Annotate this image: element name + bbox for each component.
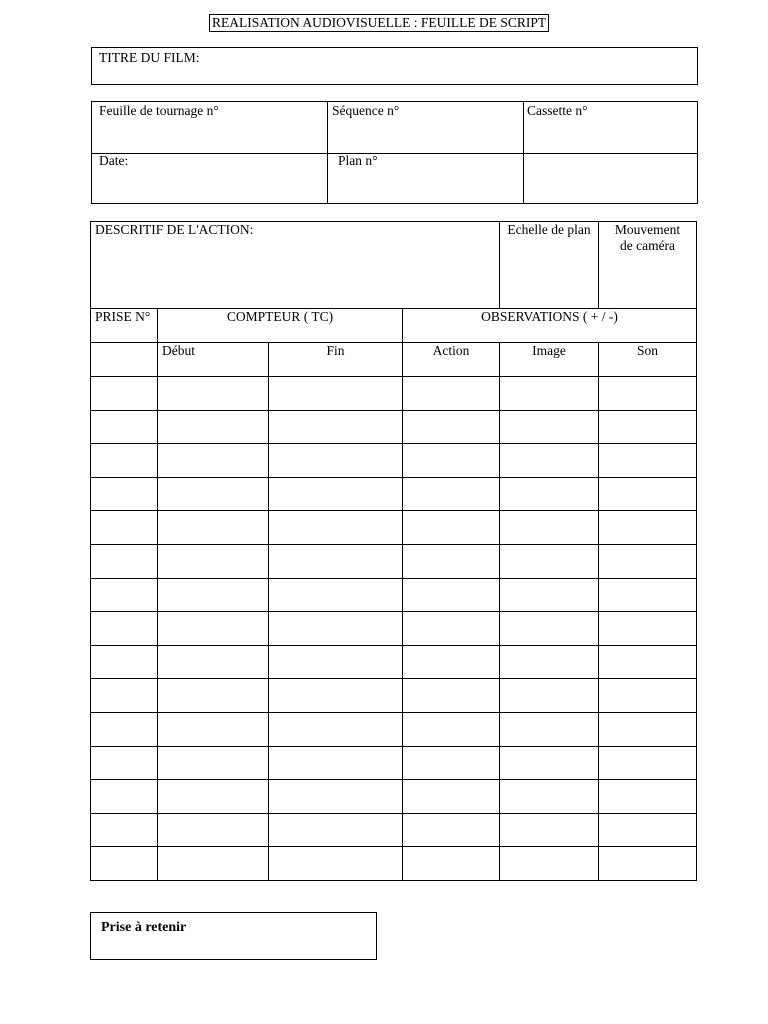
table-cell[interactable]: [91, 679, 158, 713]
image-label: Image: [532, 343, 566, 358]
table-cell[interactable]: [500, 645, 599, 679]
film-title-field[interactable]: [91, 47, 698, 85]
descriptif-cell[interactable]: [91, 222, 500, 309]
prise-header: [91, 309, 158, 343]
table-cell[interactable]: [599, 679, 697, 713]
table-cell[interactable]: [599, 377, 697, 411]
compteur-header: [158, 309, 403, 343]
table-row: [91, 377, 697, 411]
table-cell[interactable]: [91, 544, 158, 578]
cassette-label: Cassette n°: [527, 103, 588, 118]
table-cell[interactable]: [91, 511, 158, 545]
table-cell[interactable]: [599, 578, 697, 612]
table-cell[interactable]: [500, 377, 599, 411]
table-row: [91, 847, 697, 881]
table-cell[interactable]: [269, 410, 403, 444]
table-cell[interactable]: [500, 444, 599, 478]
observations-label: OBSERVATIONS ( + / -): [481, 309, 618, 324]
table-cell[interactable]: [403, 477, 500, 511]
table-cell[interactable]: [403, 679, 500, 713]
table-cell[interactable]: [500, 780, 599, 814]
descriptif-label: DESCRITIF DE L'ACTION:: [95, 222, 254, 237]
table-cell[interactable]: [269, 645, 403, 679]
header-grid: [91, 101, 698, 204]
table-cell[interactable]: [403, 578, 500, 612]
table-cell[interactable]: [158, 444, 269, 478]
table-row: [91, 780, 697, 814]
prise-a-retenir-box[interactable]: [90, 912, 377, 960]
table-cell[interactable]: [91, 444, 158, 478]
date-label: Date:: [99, 153, 129, 168]
table-row: [91, 679, 697, 713]
table-cell[interactable]: [500, 544, 599, 578]
table-cell[interactable]: [269, 679, 403, 713]
table-row: [91, 477, 697, 511]
table-cell[interactable]: [269, 780, 403, 814]
action-label: Action: [432, 343, 470, 358]
table-cell[interactable]: [500, 847, 599, 881]
table-row: [91, 444, 697, 478]
table-cell[interactable]: [403, 511, 500, 545]
son-header: [599, 343, 697, 377]
table-cell[interactable]: [500, 578, 599, 612]
table-cell[interactable]: [599, 444, 697, 478]
table-cell[interactable]: [500, 813, 599, 847]
table-cell[interactable]: [599, 612, 697, 646]
table-cell[interactable]: [91, 780, 158, 814]
table-cell[interactable]: [158, 679, 269, 713]
observations-header: [403, 309, 697, 343]
script-table: [90, 221, 697, 881]
table-cell[interactable]: [500, 511, 599, 545]
table-cell[interactable]: [500, 410, 599, 444]
table-cell[interactable]: [269, 444, 403, 478]
table-row: [91, 712, 697, 746]
table-cell[interactable]: [158, 544, 269, 578]
table-cell[interactable]: [500, 746, 599, 780]
table-cell[interactable]: [403, 612, 500, 646]
table-cell[interactable]: [599, 813, 697, 847]
table-row: [91, 612, 697, 646]
table-cell[interactable]: [91, 377, 158, 411]
table-cell[interactable]: [403, 780, 500, 814]
mouvement-cell[interactable]: [599, 222, 697, 309]
table-cell[interactable]: [158, 645, 269, 679]
table-row: [91, 746, 697, 780]
table-cell[interactable]: [158, 780, 269, 814]
table-cell[interactable]: [403, 377, 500, 411]
table-cell[interactable]: [599, 746, 697, 780]
table-cell[interactable]: [269, 746, 403, 780]
table-cell[interactable]: [403, 544, 500, 578]
table-cell[interactable]: [158, 410, 269, 444]
mouvement-label: Mouvement de caméra: [614, 222, 681, 253]
table-cell[interactable]: [599, 847, 697, 881]
fin-label: Fin: [326, 343, 345, 358]
table-cell[interactable]: [269, 847, 403, 881]
table-cell[interactable]: [269, 578, 403, 612]
table-cell[interactable]: [91, 746, 158, 780]
table-cell[interactable]: [158, 377, 269, 411]
table-row: [91, 813, 697, 847]
feuille-label: Feuille de tournage n°: [99, 103, 219, 118]
table-cell[interactable]: [500, 477, 599, 511]
image-header: [500, 343, 599, 377]
table-row: [91, 578, 697, 612]
table-row: [91, 645, 697, 679]
table-cell[interactable]: [403, 746, 500, 780]
table-cell[interactable]: [158, 511, 269, 545]
prise-label: PRISE N°: [95, 309, 151, 324]
table-cell[interactable]: [403, 444, 500, 478]
table-cell[interactable]: [158, 847, 269, 881]
table-cell[interactable]: [91, 847, 158, 881]
document-title: REALISATION AUDIOVISUELLE : FEUILLE DE SCRIPT: [209, 14, 549, 32]
table-cell[interactable]: [500, 679, 599, 713]
table-cell[interactable]: [158, 477, 269, 511]
table-cell[interactable]: [403, 813, 500, 847]
table-cell[interactable]: [599, 712, 697, 746]
table-cell[interactable]: [403, 410, 500, 444]
table-cell[interactable]: [91, 410, 158, 444]
table-cell[interactable]: [269, 477, 403, 511]
table-row: [91, 511, 697, 545]
fin-header: [269, 343, 403, 377]
table-cell[interactable]: [91, 712, 158, 746]
debut-label: Début: [162, 343, 195, 358]
sequence-label: Séquence n°: [332, 103, 400, 118]
compteur-label: COMPTEUR ( TC): [226, 309, 334, 324]
table-cell[interactable]: [91, 645, 158, 679]
subheader-empty: [91, 343, 158, 377]
prise-a-retenir-label: Prise à retenir: [101, 920, 187, 935]
table-cell[interactable]: [403, 847, 500, 881]
film-title-label: TITRE DU FILM:: [99, 50, 200, 65]
table-cell[interactable]: [158, 813, 269, 847]
table-cell[interactable]: [403, 712, 500, 746]
echelle-label: Echelle de plan: [507, 222, 591, 237]
table-cell[interactable]: [269, 511, 403, 545]
table-cell[interactable]: [269, 712, 403, 746]
table-row: [91, 544, 697, 578]
son-label: Son: [637, 343, 659, 358]
table-cell[interactable]: [500, 612, 599, 646]
table-cell[interactable]: [599, 511, 697, 545]
table-cell[interactable]: [403, 645, 500, 679]
table-cell[interactable]: [91, 477, 158, 511]
table-cell[interactable]: [599, 645, 697, 679]
debut-header: [158, 343, 269, 377]
table-body: [91, 377, 697, 881]
table-cell[interactable]: [91, 578, 158, 612]
table-cell[interactable]: [91, 813, 158, 847]
table-cell[interactable]: [158, 612, 269, 646]
table-cell[interactable]: [599, 780, 697, 814]
table-cell[interactable]: [269, 612, 403, 646]
table-row: [91, 410, 697, 444]
table-cell[interactable]: [158, 578, 269, 612]
plan-label: Plan n°: [338, 153, 378, 168]
table-cell[interactable]: [500, 712, 599, 746]
table-cell[interactable]: [599, 477, 697, 511]
table-cell[interactable]: [158, 746, 269, 780]
table-cell[interactable]: [599, 410, 697, 444]
table-cell[interactable]: [269, 377, 403, 411]
table-cell[interactable]: [158, 712, 269, 746]
action-header: [403, 343, 500, 377]
table-cell[interactable]: [269, 813, 403, 847]
table-cell[interactable]: [91, 612, 158, 646]
table-cell[interactable]: [269, 544, 403, 578]
table-cell[interactable]: [599, 544, 697, 578]
echelle-cell[interactable]: [500, 222, 599, 309]
